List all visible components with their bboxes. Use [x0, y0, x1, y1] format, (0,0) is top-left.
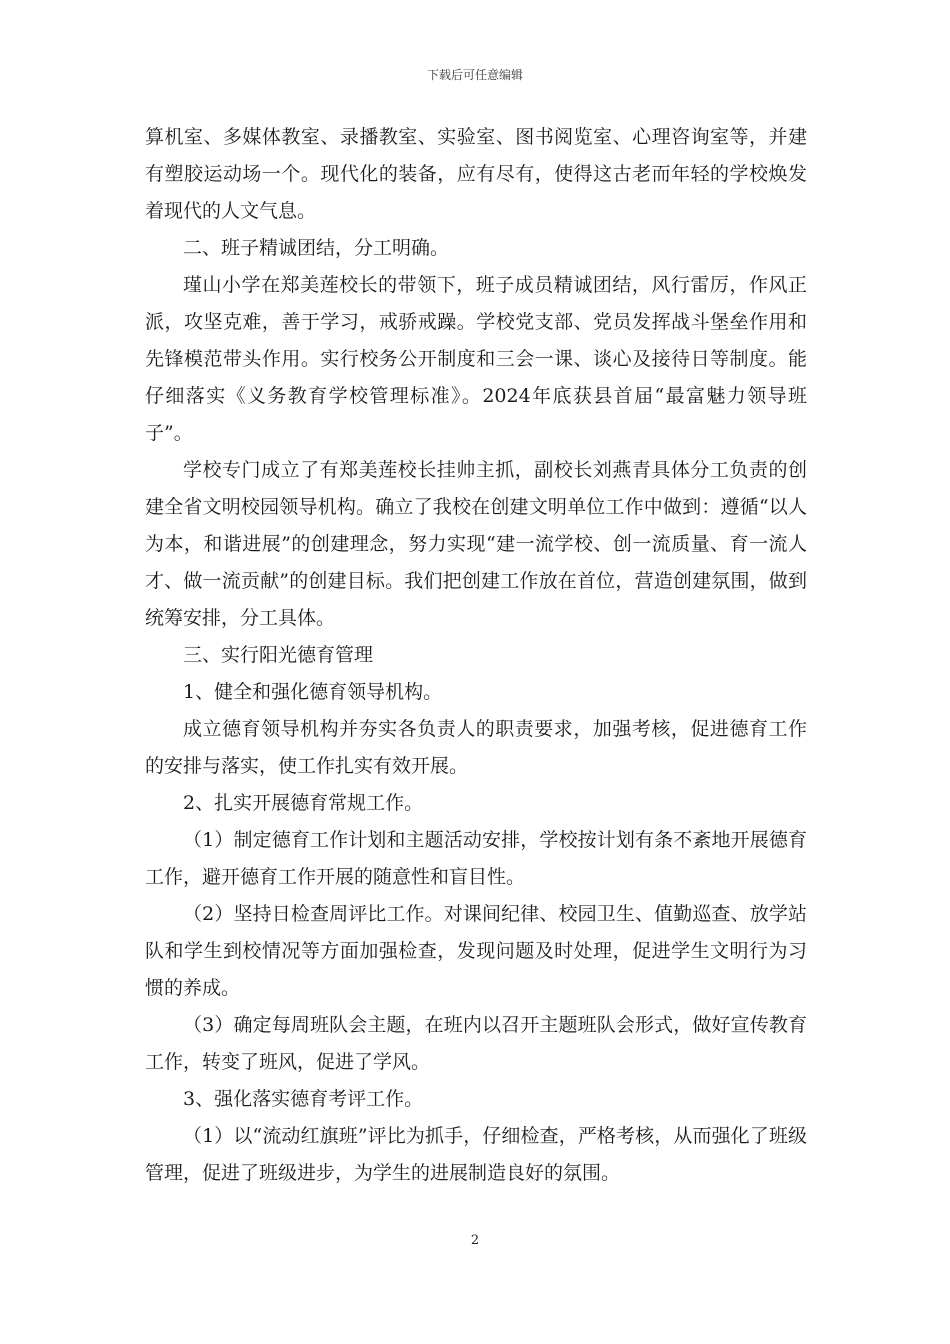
- page-number: 2: [470, 1233, 480, 1248]
- section-heading-moral-education: 三、实行阳光德育管理: [183, 644, 374, 666]
- document-body: [145, 119, 807, 1192]
- paragraph-moral-organization: 成立德育领导机构并夯实各负责人的职责要求，加强考核，促进德育工作的安排与落实，使工作扎实有效开展。: [145, 718, 807, 777]
- paragraph-leadership-team: 瑾山小学在郑美莲校长的带领下，班子成员精诚团结，风行雷厉，作风正派，攻坚克难，善于学习，戒骄戒躁。学校党支部、党员发挥战斗堡垒作用和先锋模范带头作用。实行校务公开制度和三会一课、谈心及接待日等制度。能仔细落实《义务教育学校管理标准》。2024年底获县首届“最富魅力领导班子”。: [145, 274, 807, 444]
- paragraph-item-2-1: （1）制定德育工作计划和主题活动安排，学校按计划有条不紊地开展德育工作，避开德育工作开展的随意性和盲目性。: [145, 829, 807, 888]
- subheading-1: 1、健全和强化德育领导机构。: [183, 681, 443, 703]
- page-header-note: 下载后可任意编辑: [426, 68, 523, 82]
- paragraph-item-2-2: （2）坚持日检查周评比工作。对课间纪律、校园卫生、值勤巡查、放学站队和学生到校情况等方面加强检查，发现问题及时处理，促进学生文明行为习惯的养成。: [145, 903, 807, 999]
- subheading-3: 3、强化落实德育考评工作。: [183, 1088, 424, 1110]
- section-heading-leadership: 二、班子精诚团结，分工明确。: [183, 237, 450, 259]
- paragraph-item-2-3: （3）确定每周班队会主题，在班内以召开主题班队会形式，做好宣传教育工作，转变了班风，促进了学风。: [145, 1014, 807, 1073]
- paragraph-civilized-campus: 学校专门成立了有郑美莲校长挂帅主抓，副校长刘燕青具体分工负责的创建全省文明校园领导机构。确立了我校在创建文明单位工作中做到：遵循“以人为本，和谐进展”的创建理念，努力实现“建一流学校、创一流质量、育一流人才、做一流贡献”的创建目标。我们把创建工作放在首位，营造创建氛围，做到统筹安排，分工具体。: [145, 459, 807, 629]
- paragraph-item-3-1: （1）以“流动红旗班”评比为抓手，仔细检查，严格考核，从而强化了班级管理，促进了班级进步，为学生的进展制造良好的氛围。: [145, 1125, 807, 1184]
- paragraph-facilities-continued: 算机室、多媒体教室、录播教室、实验室、图书阅览室、心理咨询室等，并建有塑胶运动场一个。现代化的装备，应有尽有，使得这古老而年轻的学校焕发着现代的人文气息。: [145, 126, 807, 222]
- subheading-2: 2、扎实开展德育常规工作。: [183, 792, 424, 814]
